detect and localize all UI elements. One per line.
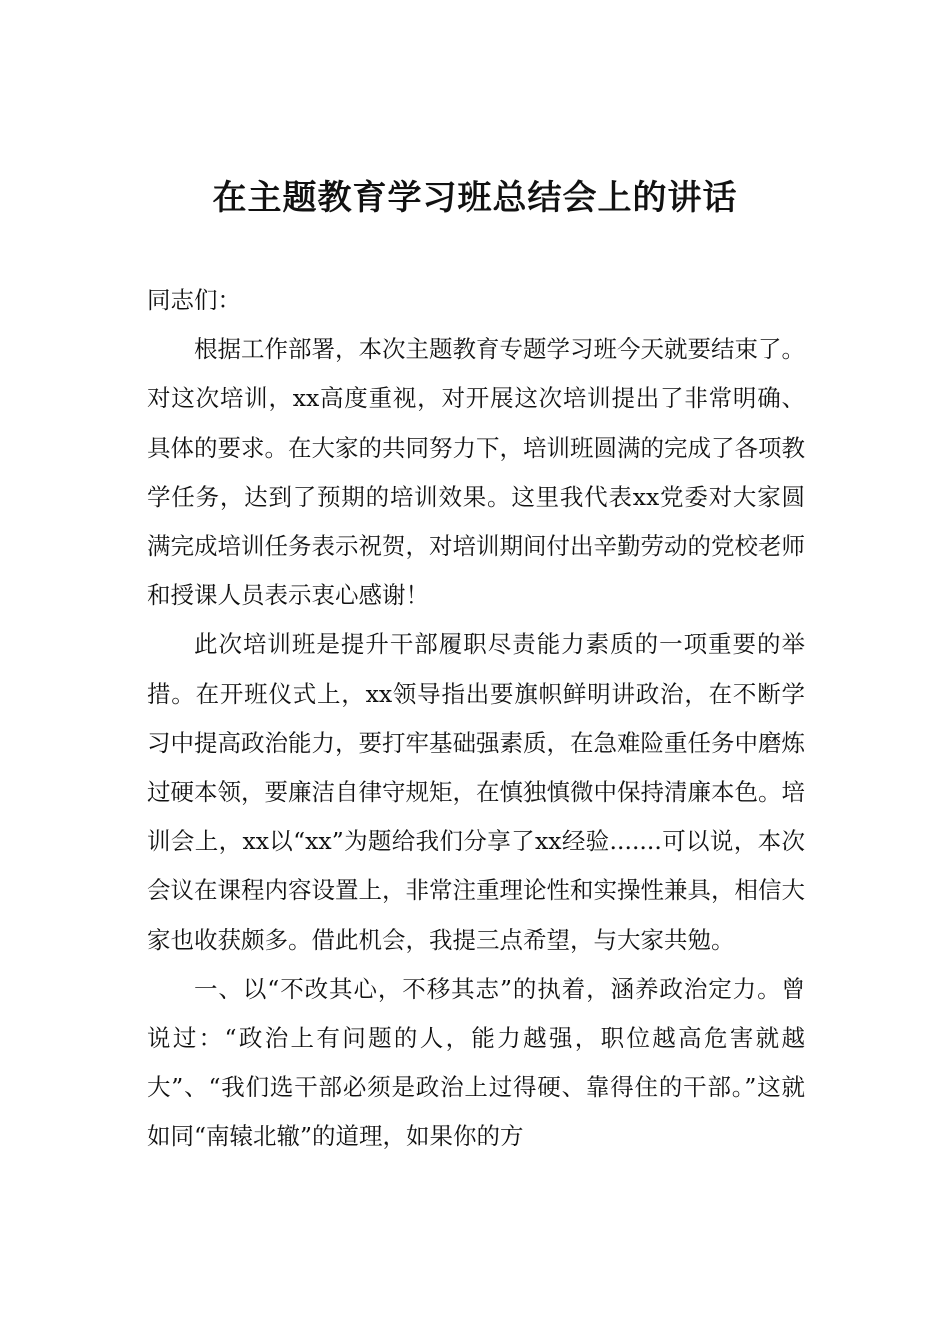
paragraph-3: 一、以“不改其心，不移其志”的执着，涵养政治定力。曾说过：“政治上有问题的人，能力越强，职位越高危害就越大”、“我们选干部必须是政治上过得硬、靠得住的干部。”这就如同“南辕北辙”的道理，如果你的方 bbox=[147, 974, 805, 1151]
paragraph-1: 根据工作部署，本次主题教育专题学习班今天就要结束了。对这次培训，xx高度重视，对开展这次培训提出了非常明确、具体的要求。在大家的共同努力下，培训班圆满的完成了各项教学任务，达到了预期的培训效果。这里我代表xx党委对大家圆满完成培训任务表示祝贺，对培训期间付出辛勤劳动的党校老师和授课人员表示衷心感谢！ bbox=[147, 335, 805, 610]
salutation: 同志们： bbox=[147, 286, 241, 314]
paragraph-2: 此次培训班是提升干部履职尽责能力素质的一项重要的举措。在开班仪式上，xx领导指出要旗帜鲜明讲政治，在不断学习中提高政治能力，要打牢基础强素质，在急难险重任务中磨炼过硬本领，要廉洁自律守规矩，在慎独慎微中保持清廉本色。培训会上，xx以“xx”为题给我们分享了xx经验.......可以说，本次会议在课程内容设置上，非常注重理论性和实操性兼具，相信大家也收获颇多。借此机会，我提三点希望，与大家共勉。 bbox=[147, 630, 805, 954]
document-title: 在主题教育学习班总结会上的讲话 bbox=[212, 178, 738, 218]
document-body bbox=[147, 276, 805, 1162]
